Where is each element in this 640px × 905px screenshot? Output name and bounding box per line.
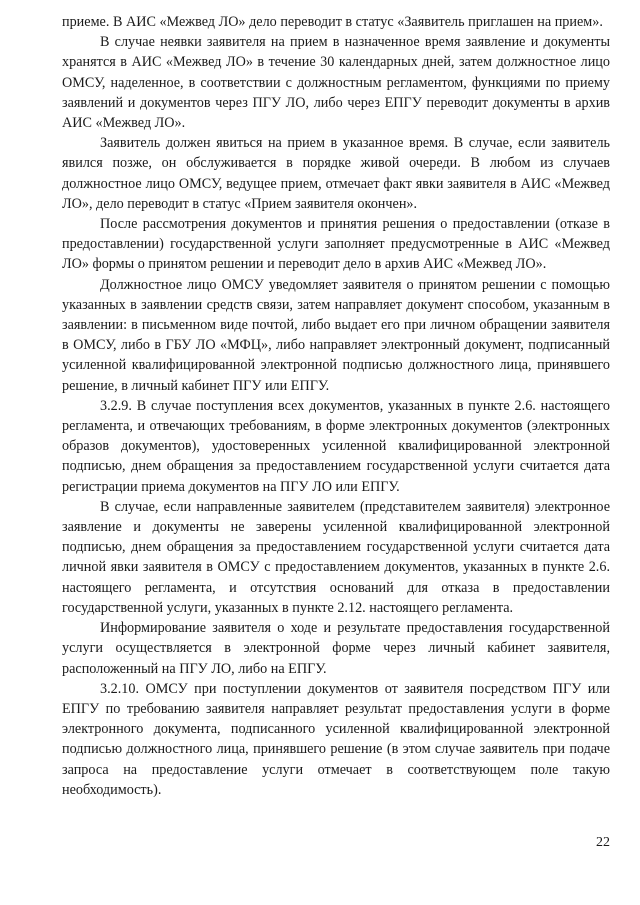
paragraph-2: В случае неявки заявителя на прием в назначенное время заявление и документы хранятся в АИС «Межвед ЛО» в течение 30 календарных дней, затем должностное лицо ОМСУ, наделенное, в соответствии с должностным регламентом, функциями по приему заявлений и документов через ПГУ ЛО, либо через ЕПГУ переводит документы в архив АИС «Межвед ЛО». xyxy=(62,34,610,132)
paragraph-9: 3.2.10. ОМСУ при поступлении документов от заявителя посредством ПГУ или ЕПГУ по требованию заявителя направляет результат предоставления услуги в форме электронного документа, подписанного усиленной квалифицированной электронной подписью должностного лица, принявшего решение (в этом случае заявитель при подаче запроса на предоставление услуги отмечает в соответствующем поле такую необходимость). xyxy=(62,680,610,798)
paragraph-3: Заявитель должен явиться на прием в указанное время. В случае, если заявитель явился позже, он обслуживается в порядке живой очереди. В любом из случаев должностное лицо ОМСУ, ведущее прием, отмечает факт явки заявителя в АИС «Межвед ЛО», дело переводит в статус «Прием заявителя окончен». xyxy=(62,135,610,212)
paragraph-7: В случае, если направленные заявителем (представителем заявителя) электронное заявление и документы не заверены усиленной квалифицированной электронной подписью, днем обращения за предоставлением государственной услуги считается дата личной явки заявителя в ОМСУ с предоставлением документов, указанных в пункте 2.6. настоящего регламента, и отсутствия оснований для отказа в предоставлении государственной услуги, указанных в пункте 2.12. настоящего регламента. xyxy=(62,498,610,616)
document-body xyxy=(62,12,610,800)
paragraph-4: После рассмотрения документов и принятия решения о предоставлении (отказе в предоставлении) государственной услуги заполняет предусмотренные в АИС «Межвед ЛО» формы о принятом решении и переводит дело в архив АИС «Межвед ЛО». xyxy=(62,216,610,273)
page-number: 22 xyxy=(596,835,610,850)
paragraph-6: 3.2.9. В случае поступления всех документов, указанных в пункте 2.6. настоящего регламента, и отвечающих требованиям, в форме электронных документов (электронных образов документов), удостоверенных усиленной квалифицированной электронной подписью, днем обращения за предоставлением государственной услуги считается дата регистрации приема документов на ПГУ ЛО или ЕПГУ. xyxy=(62,397,610,495)
paragraph-1: приеме. В АИС «Межвед ЛО» дело переводит в статус «Заявитель приглашен на прием». xyxy=(62,14,603,30)
paragraph-5: Должностное лицо ОМСУ уведомляет заявителя о принятом решении с помощью указанных в заявлении средств связи, затем направляет документ способом, указанным в заявлении: в письменном виде почтой, либо выдает его при личном обращении заявителя в ОМСУ, либо в ГБУ ЛО «МФЦ», либо направляет электронный документ, подписанный усиленной квалифицированной электронной подписью должностного лица, принявшего решение, в личный кабинет ПГУ или ЕПГУ. xyxy=(62,276,610,394)
paragraph-8: Информирование заявителя о ходе и результате предоставления государственной услуги осуществляется в электронной форме через личный кабинет заявителя, расположенный на ПГУ ЛО, либо на ЕПГУ. xyxy=(62,620,610,677)
